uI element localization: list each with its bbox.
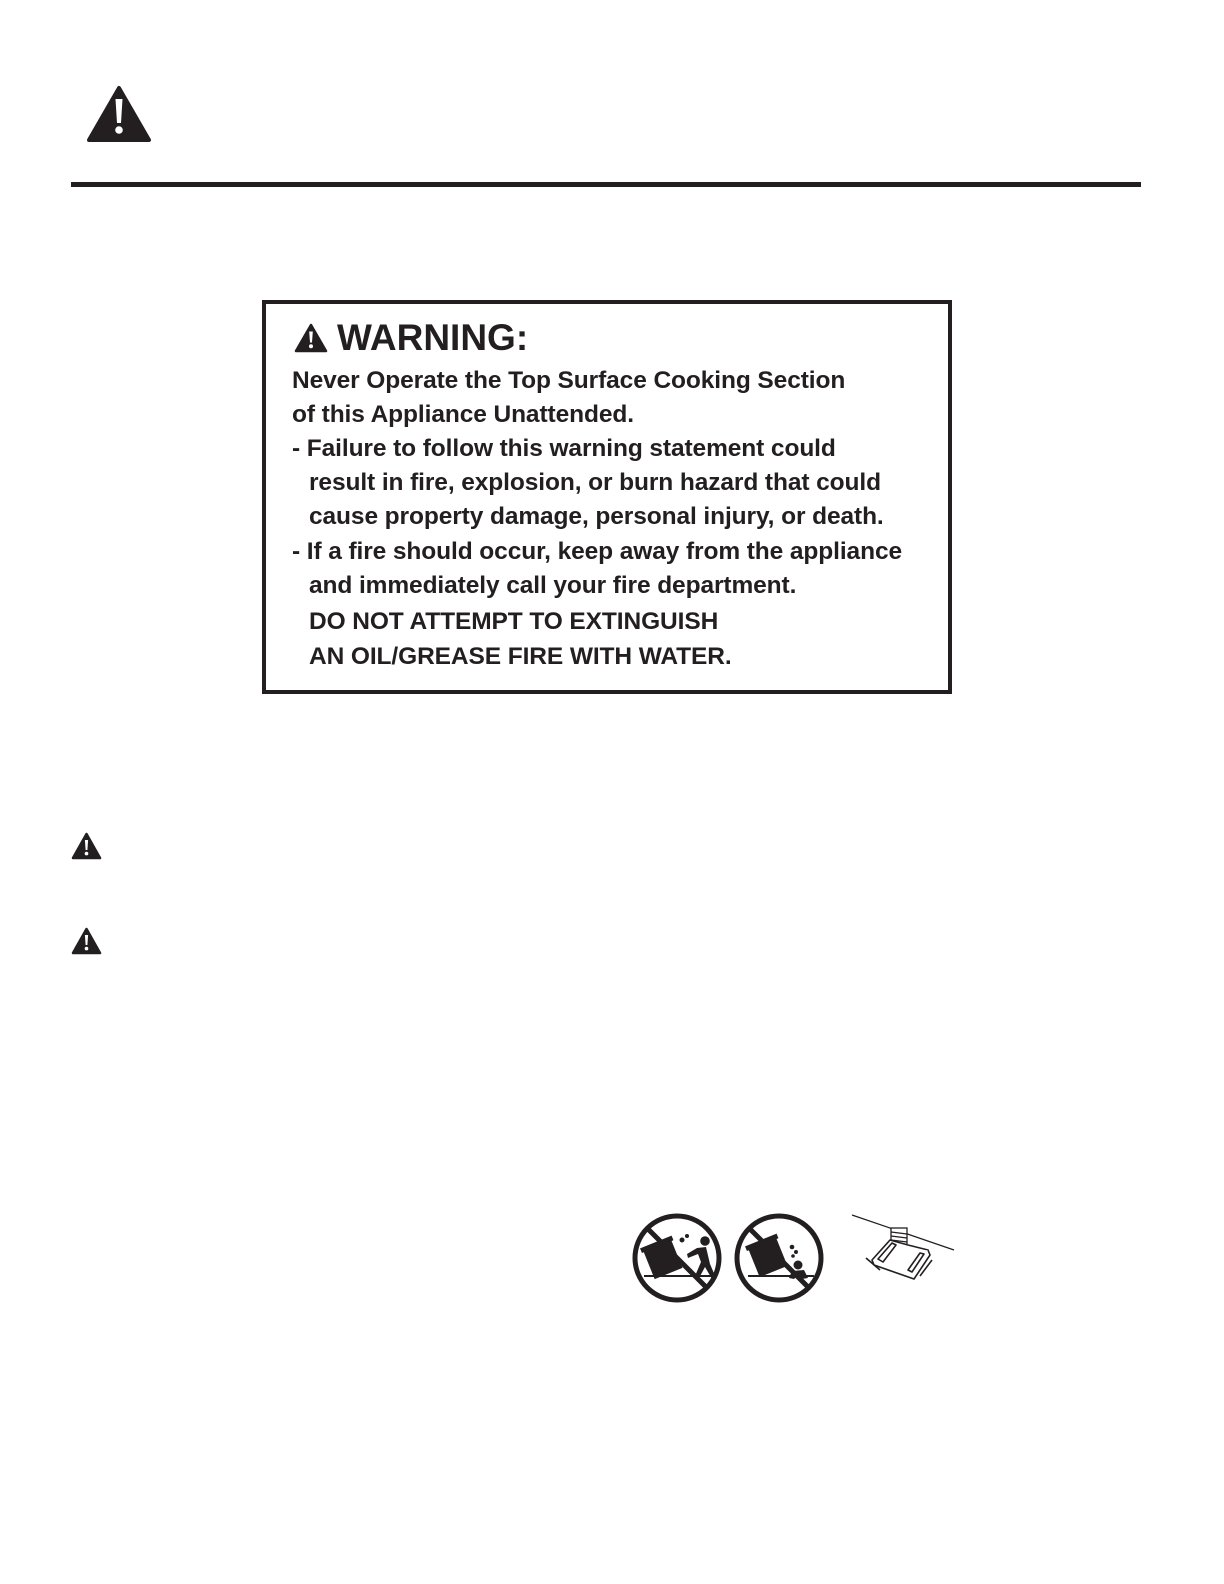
warning-triangle-icon [71, 927, 102, 955]
warning-line: cause property damage, personal injury, or death. [309, 503, 884, 530]
warning-line: result in fire, explosion, or burn hazard that could [309, 469, 881, 496]
header-rule [71, 182, 1141, 187]
anti-tip-bracket-icon [850, 1212, 956, 1286]
warning-title [294, 316, 528, 360]
warning-title-text: WARNING: [337, 317, 529, 358]
no-tipping-child-icon [732, 1212, 826, 1304]
warning-triangle-icon [86, 85, 152, 143]
warning-triangle-icon [71, 832, 102, 860]
warning-line: Never Operate the Top Surface Cooking Section [292, 367, 846, 394]
warning-box [262, 300, 952, 694]
warning-line: - Failure to follow this warning statement could [292, 435, 836, 462]
warning-triangle-icon [294, 323, 328, 353]
warning-line: AN OIL/GREASE FIRE WITH WATER. [309, 643, 732, 670]
no-tipping-adult-icon [630, 1212, 724, 1304]
warning-line: DO NOT ATTEMPT TO EXTINGUISH [309, 608, 719, 635]
warning-line: - If a fire should occur, keep away from the appliance [292, 538, 902, 565]
warning-line: of this Appliance Unattended. [292, 401, 634, 428]
warning-line: and immediately call your fire department. [309, 572, 797, 599]
